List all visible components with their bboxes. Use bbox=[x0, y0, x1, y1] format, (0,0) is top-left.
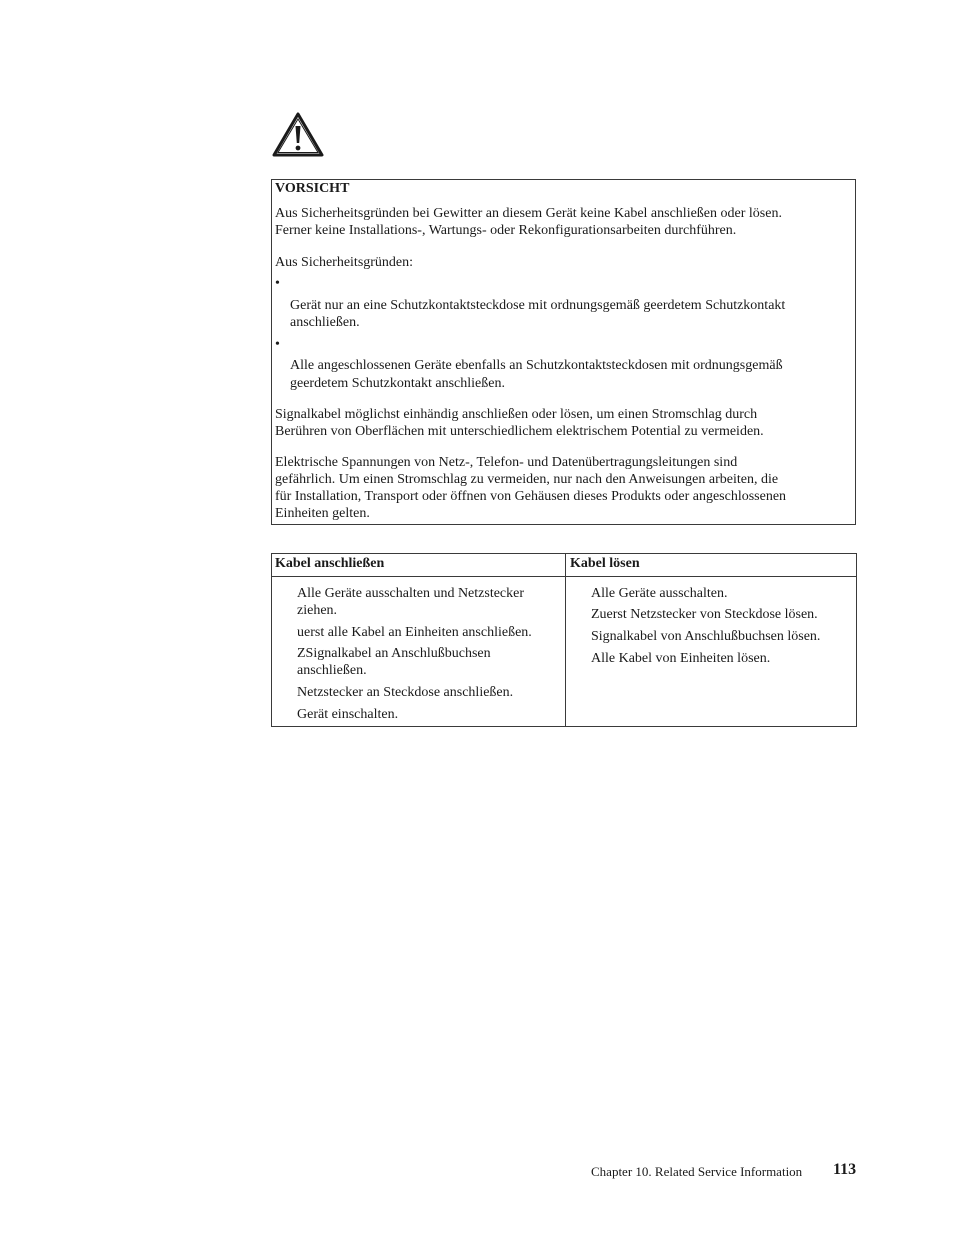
caution-paragraph-3-line-4: Einheiten gelten. bbox=[275, 506, 370, 521]
caution-paragraph-3-line-3: für Installation, Transport oder öffnen von Gehäusen dieses Produkts oder angeschlossenen bbox=[275, 489, 787, 504]
disconnect-step-3: Signalkabel von Anschlußbuchsen lösen. bbox=[591, 629, 821, 644]
connect-step-1-line-1: Alle Geräte ausschalten und Netzstecker bbox=[297, 586, 525, 601]
footer-chapter-title: Chapter 10. Related Service Information bbox=[591, 1164, 803, 1179]
table-header-connect: Kabel anschließen bbox=[275, 556, 385, 571]
disconnect-step-4: Alle Kabel von Einheiten lösen. bbox=[591, 651, 771, 666]
caution-intro: Aus Sicherheitsgründen: bbox=[275, 255, 414, 270]
table-column-divider bbox=[565, 554, 566, 726]
caution-paragraph-2-line-2: Berühren von Oberflächen mit unterschiedlichem elektrischem Potential zu vermeiden. bbox=[275, 424, 764, 439]
connect-step-5: Gerät einschalten. bbox=[297, 707, 399, 722]
caution-heading: VORSICHT bbox=[275, 181, 350, 196]
bullet-1-line-1: Gerät nur an eine Schutzkontaktsteckdose mit ordnungsgemäß geerdetem Schutzkontakt bbox=[290, 298, 786, 313]
page-number: 113 bbox=[833, 1161, 857, 1178]
connect-step-4: Netzstecker an Steckdose anschließen. bbox=[297, 685, 514, 700]
disconnect-step-1: Alle Geräte ausschalten. bbox=[591, 586, 728, 601]
bullet-marker: • bbox=[275, 337, 280, 352]
bullet-2-line-2: geerdetem Schutzkontakt anschließen. bbox=[290, 376, 505, 391]
table-header-disconnect: Kabel lösen bbox=[570, 556, 640, 571]
caution-paragraph-3-line-2: gefährlich. Um einen Stromschlag zu vermeiden, nur nach den Anweisungen arbeiten, die bbox=[275, 472, 779, 487]
caution-paragraph-1-line-1: Aus Sicherheitsgründen bei Gewitter an diesem Gerät keine Kabel anschließen oder lösen. bbox=[275, 206, 782, 221]
caution-paragraph-2-line-1: Signalkabel möglichst einhändig anschließen oder lösen, um einen Stromschlag durch bbox=[275, 407, 758, 422]
connect-step-1-line-2: ziehen. bbox=[297, 603, 338, 618]
bullet-1-line-2: anschließen. bbox=[290, 315, 360, 330]
table-header-divider bbox=[272, 576, 856, 577]
bullet-2-line-1: Alle angeschlossenen Geräte ebenfalls an Schutzkontaktsteckdosen mit ordnungsgemäß bbox=[290, 358, 783, 373]
disconnect-step-2: Zuerst Netzstecker von Steckdose lösen. bbox=[591, 607, 818, 622]
caution-paragraph-1-line-2: Ferner keine Installations-, Wartungs- oder Rekonfigurationsarbeiten durchführen. bbox=[275, 223, 737, 238]
warning-triangle-icon bbox=[272, 112, 324, 158]
caution-paragraph-3-line-1: Elektrische Spannungen von Netz-, Telefon- und Datenübertragungsleitungen sind bbox=[275, 455, 738, 470]
connect-step-2: uerst alle Kabel an Einheiten anschließen. bbox=[297, 625, 532, 640]
connect-step-3-line-2: anschließen. bbox=[297, 663, 367, 678]
connect-step-3-line-1: ZSignalkabel an Anschlußbuchsen bbox=[297, 646, 491, 661]
bullet-marker: • bbox=[275, 276, 280, 291]
